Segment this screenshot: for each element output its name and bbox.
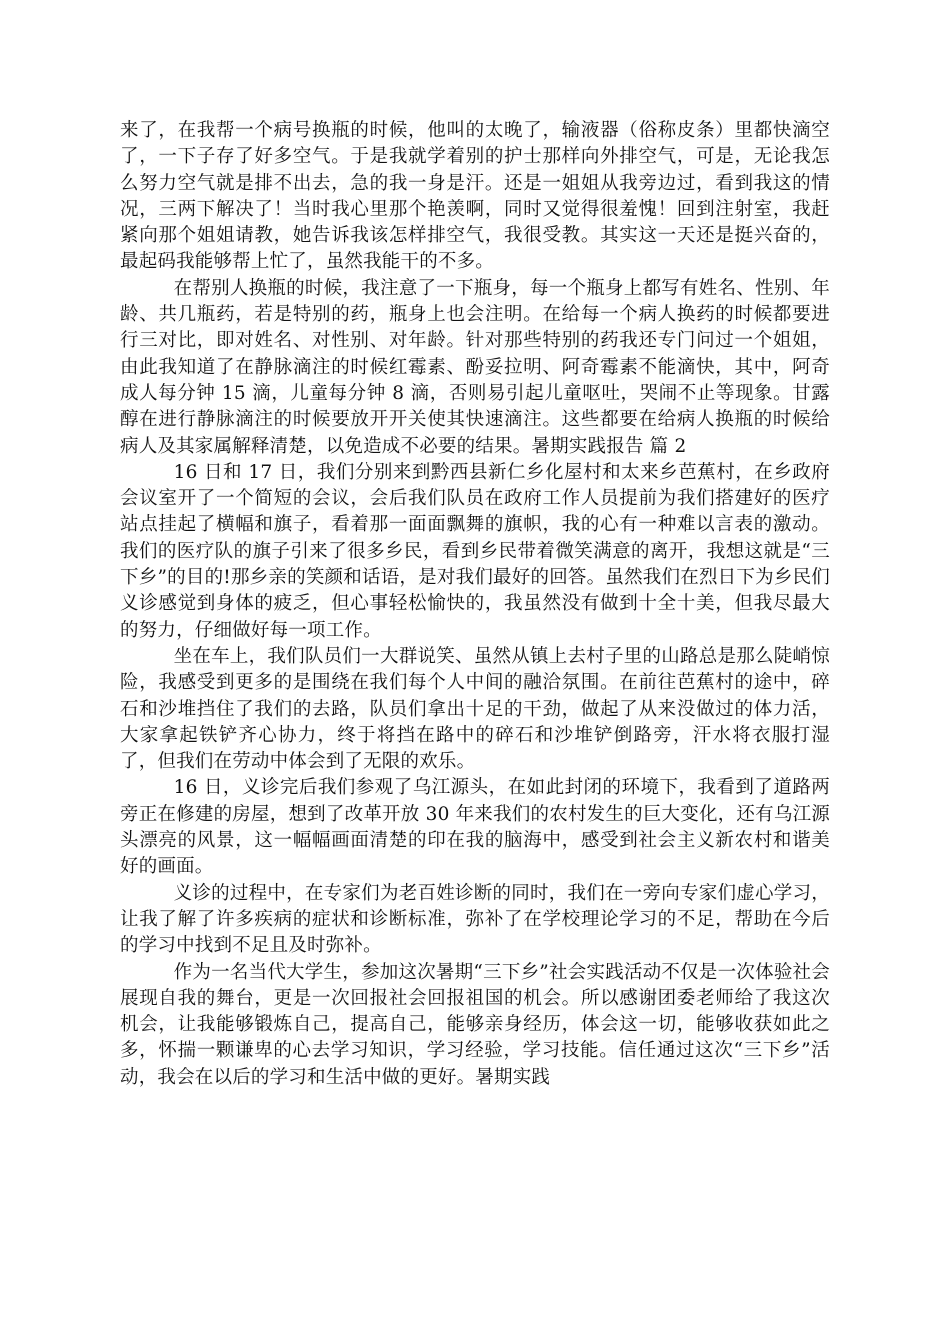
document-body (120, 118, 830, 1091)
paragraph-2: 在帮别人换瓶的时候，我注意了一下瓶身，每一个瓶身上都写有姓名、性别、年龄、共几瓶药，若是特别的药，瓶身上也会注明。在给每一个病人换药的时候都要进行三对比，即对姓名、对性别、对年龄。针对那些特别的药我还专门问过一个姐姐，由此我知道了在静脉滴注的时候红霉素、酚妥拉明、阿奇霉素不能滴快，其中，阿奇成人每分钟 15 滴，儿童每分钟 8 滴，否则易引起儿童呕吐，哭闹不止等现象。甘露醇在进行静脉滴注的时候要放开开关使其快速滴注。这些都要在给病人换瓶的时候给病人及其家属解释清楚，以免造成不必要的结果。暑期实践报告 篇 2 (120, 277, 830, 457)
paragraph-7: 作为一名当代大学生，参加这次暑期“三下乡”社会实践活动不仅是一次体验社会展现自我的舞台，更是一次回报社会回报祖国的机会。所以感谢团委老师给了我这次机会，让我能够锻炼自己，提高自己，能够亲身经历，体会这一切，能够收获如此之多，怀揣一颗谦卑的心去学习知识，学习经验，学习技能。信任通过这次“三下乡”活动，我会在以后的学习和生活中做的更好。暑期实践 (120, 961, 830, 1088)
paragraph-4: 坐在车上，我们队员们一大群说笑、虽然从镇上去村子里的山路总是那么陡峭惊险，我感受到更多的是围绕在我们每个人中间的融洽氛围。在前往芭蕉村的途中，碎石和沙堆挡住了我们的去路，队员们拿出十足的干劲，做起了从来没做过的体力活，大家拿起铁铲齐心协力，终于将挡在路中的碎石和沙堆铲倒路旁，汗水将衣服打湿了，但我们在劳动中体会到了无限的欢乐。 (120, 645, 830, 773)
paragraph-5: 16 日，义诊完后我们参观了乌江源头，在如此封闭的环境下，我看到了道路两旁正在修建的房屋，想到了改革开放 30 年来我们的农村发生的巨大变化，还有乌江源头漂亮的风景，这一幅幅画面清楚的印在我的脑海中，感受到社会主义新农村和谐美好的画面。 (120, 777, 830, 878)
paragraph-1: 来了，在我帮一个病号换瓶的时候，他叫的太晚了，输液器（俗称皮条）里都快滴空了，一下子存了好多空气。于是我就学着别的护士那样向外排空气，可是，无论我怎么努力空气就是排不出去，急的我一身是汗。还是一姐姐从我旁边过，看到我这的情况，三两下解决了！当时我心里那个艳羡啊，同时又觉得很羞愧！回到注射室，我赶紧向那个姐姐请教，她告诉我该怎样排空气，我很受教。其实这一天还是挺兴奋的，最起码我能够帮上忙了，虽然我能干的不多。 (120, 120, 830, 273)
paragraph-6: 义诊的过程中，在专家们为老百姓诊断的同时，我们在一旁向专家们虚心学习，让我了解了许多疾病的症状和诊断标准，弥补了在学校理论学习的不足，帮助在今后的学习中找到不足且及时弥补。 (120, 882, 830, 957)
paragraph-3: 16 日和 17 日，我们分别来到黔西县新仁乡化屋村和太来乡芭蕉村，在乡政府会议室开了一个简短的会议，会后我们队员在政府工作人员提前为我们搭建好的医疗站点挂起了横幅和旗子，看着那一面面飘舞的旗帜，我的心有一种难以言表的激动。我们的医疗队的旗子引来了很多乡民，看到乡民带着微笑满意的离开，我想这就是“三下乡”的目的!那乡亲的笑颜和话语，是对我们最好的回答。虽然我们在烈日下为乡民们义诊感觉到身体的疲乏，但心事轻松愉快的，我虽然没有做到十全十美，但我尽最大的努力，仔细做好每一项工作。 (120, 461, 830, 641)
